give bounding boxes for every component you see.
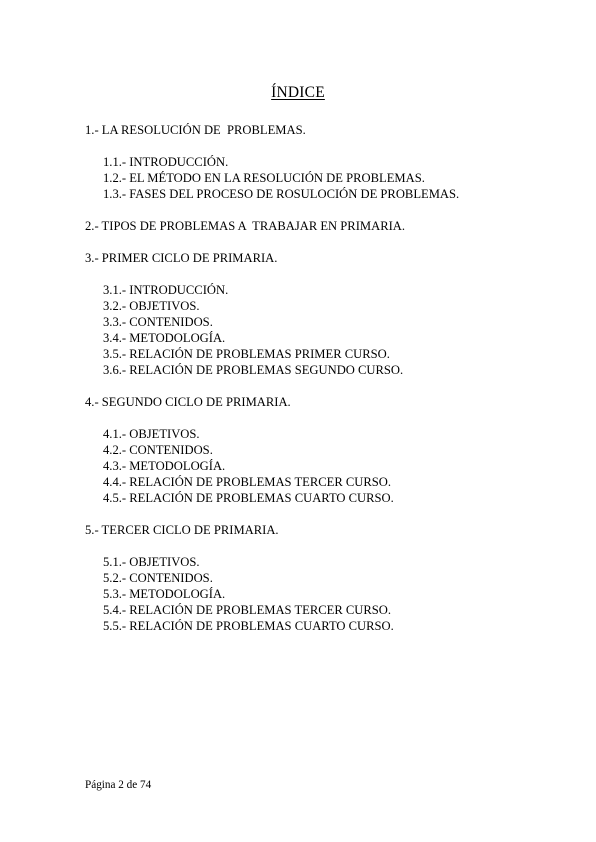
toc-subsection-item: 5.5.- RELACIÓN DE PROBLEMAS CUARTO CURSO.	[103, 619, 394, 633]
toc-section	[85, 250, 565, 378]
toc-section	[85, 522, 565, 634]
toc-spacer	[85, 234, 565, 250]
toc-subsection-item: 3.6.- RELACIÓN DE PROBLEMAS SEGUNDO CURSO.	[103, 363, 404, 377]
toc-subsection-item: 4.4.- RELACIÓN DE PROBLEMAS TERCER CURSO.	[103, 475, 392, 489]
toc-subsection-list	[85, 426, 565, 506]
toc-section-heading: 1.- LA RESOLUCIÓN DE PROBLEMAS.	[85, 123, 306, 137]
toc-section-heading: 5.- TERCER CICLO DE PRIMARIA.	[85, 523, 279, 537]
toc-subsection-item: 3.5.- RELACIÓN DE PROBLEMAS PRIMER CURSO.	[103, 347, 390, 361]
toc-subsection-item: 5.2.- CONTENIDOS.	[103, 571, 213, 585]
toc-subsection-item: 3.1.- INTRODUCCIÓN.	[103, 283, 229, 297]
page-number: Página 2 de 74	[85, 779, 152, 791]
toc-section	[85, 394, 565, 506]
toc-subsection-item: 4.5.- RELACIÓN DE PROBLEMAS CUARTO CURSO.	[103, 491, 394, 505]
toc-subsection-item: 1.1.- INTRODUCCIÓN.	[103, 155, 229, 169]
toc-subsection-item: 4.1.- OBJETIVOS.	[103, 427, 200, 441]
toc-subsection-item: 3.4.- METODOLOGÍA.	[103, 331, 226, 345]
toc-subsection-item: 4.2.- CONTENIDOS.	[103, 443, 213, 457]
toc-subsection-list	[85, 154, 565, 202]
toc-section	[85, 218, 565, 250]
table-of-contents	[85, 122, 565, 650]
toc-subsection-item: 5.1.- OBJETIVOS.	[103, 555, 200, 569]
toc-subsection-item: 4.3.- METODOLOGÍA.	[103, 459, 226, 473]
toc-section	[85, 122, 565, 202]
page-title: ÍNDICE	[271, 84, 325, 101]
toc-subsection-item: 5.4.- RELACIÓN DE PROBLEMAS TERCER CURSO.	[103, 603, 392, 617]
toc-section-heading: 3.- PRIMER CICLO DE PRIMARIA.	[85, 251, 278, 265]
toc-subsection-item: 1.2.- EL MÉTODO EN LA RESOLUCIÓN DE PROBLEMAS.	[103, 171, 425, 185]
toc-section-heading: 2.- TIPOS DE PROBLEMAS A TRABAJAR EN PRIMARIA.	[85, 219, 406, 233]
toc-subsection-item: 3.2.- OBJETIVOS.	[103, 299, 200, 313]
toc-subsection-list	[85, 282, 565, 378]
toc-subsection-list	[85, 554, 565, 634]
toc-subsection-item: 1.3.- FASES DEL PROCESO DE ROSULOCIÓN DE PROBLEMAS.	[103, 187, 460, 201]
toc-section-heading: 4.- SEGUNDO CICLO DE PRIMARIA.	[85, 395, 291, 409]
toc-subsection-item: 3.3.- CONTENIDOS.	[103, 315, 213, 329]
toc-subsection-item: 5.3.- METODOLOGÍA.	[103, 587, 226, 601]
